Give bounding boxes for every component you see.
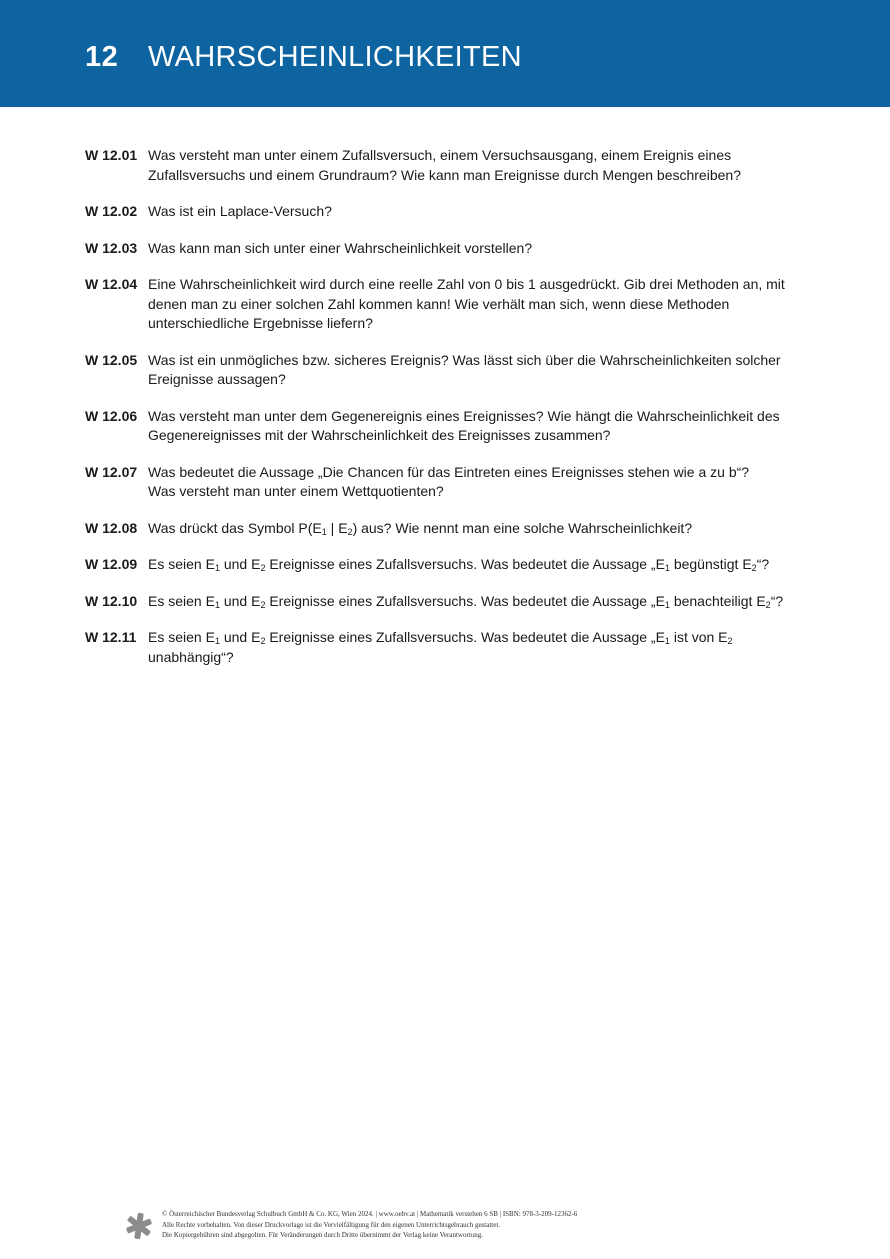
text-segment: ) aus? Wie nennt man eine solche Wahrscheinlichkeit?: [352, 519, 693, 536]
question-text: Was ist ein Laplace-Versuch?: [148, 203, 332, 219]
question-number: W 12.10: [85, 592, 138, 609]
question-number: W 12.03: [85, 239, 138, 256]
copyright-footer: [124, 1209, 844, 1245]
question-number: W 12.02: [85, 203, 138, 219]
question-item: [85, 351, 805, 390]
text-segment: “?: [770, 592, 784, 609]
text-segment: Es seien E: [148, 592, 215, 609]
question-text: [148, 463, 793, 502]
question-text: Was versteht man unter einem Zufallsversuch, einem Versuchsausgang, einem Ereignis eines Zufallsversuchs und einem Grundraum? Wie kann man Ereignisse durch Mengen beschreiben?: [148, 147, 741, 183]
text-segment: und E: [219, 556, 261, 572]
question-number: W 12.07: [85, 463, 138, 480]
question-item: [85, 463, 805, 502]
subscript: 2: [260, 563, 266, 573]
question-number: W 12.04: [85, 276, 138, 292]
question-number: W 12.11: [85, 629, 137, 645]
subscript: 2: [727, 636, 733, 646]
subscript: 1: [664, 563, 670, 573]
text-segment: und E: [219, 592, 261, 609]
question-text-line: Was bedeutet die Aussage „Die Chancen für das Eintreten eines Ereignisses stehen wie a zu b“?: [148, 463, 750, 480]
oebv-asterisk-logo-icon: [124, 1211, 154, 1241]
subscript: 1: [321, 526, 327, 537]
text-segment: Was drückt das Symbol P(E: [148, 519, 322, 536]
question-list: [85, 146, 805, 684]
question-item: [85, 407, 805, 446]
question-item: [85, 555, 805, 575]
text-segment: | E: [326, 519, 348, 536]
question-number: W 12.09: [85, 556, 138, 572]
subscript: 1: [214, 563, 220, 573]
text-segment: Ereignisse eines Zufallsversuchs. Was bedeutet die Aussage „E: [265, 629, 665, 645]
question-item: [85, 592, 805, 612]
text-segment: ist von E: [669, 629, 728, 645]
text-segment: begünstigt E: [669, 556, 752, 572]
question-number: W 12.08: [85, 519, 138, 536]
question-text: Was versteht man unter dem Gegenereignis eines Ereignisses? Wie hängt die Wahrscheinlichkeit des Gegenereignisses mit der Wahrscheinlichkeit des Ereignisses zusammen?: [148, 407, 780, 443]
copyright-line: © Österreichischer Bundesverlag Schulbuch GmbH & Co. KG, Wien 2024. | www.oebv.at | Mathematik verstehen 6 SB | ISBN: 978-3-209-12362-6: [162, 1210, 578, 1218]
subscript: 2: [260, 636, 266, 646]
question-item: [85, 519, 805, 539]
text-segment: und E: [219, 629, 261, 645]
question-item: [85, 239, 805, 259]
subscript: 2: [751, 563, 757, 573]
copyright-line: Alle Rechte vorbehalten. Von dieser Druckvorlage ist die Vervielfältigung für den eigenen Unterrichtsgebrauch gestattet.: [162, 1220, 501, 1229]
question-text: [148, 519, 793, 539]
text-segment: benachteiligt E: [669, 592, 766, 609]
question-text: [148, 592, 793, 612]
text-segment: Ereignisse eines Zufallsversuchs. Was bedeutet die Aussage „E: [265, 556, 665, 572]
question-number: W 12.01: [85, 147, 138, 163]
question-item: [85, 275, 805, 334]
question-number: W 12.05: [85, 351, 138, 368]
subscript: 2: [765, 599, 771, 610]
text-segment: Es seien E: [148, 629, 215, 645]
subscript: 1: [214, 636, 220, 646]
text-segment: Es seien E: [148, 556, 215, 572]
question-text: Eine Wahrscheinlichkeit wird durch eine reelle Zahl von 0 bis 1 ausgedrückt. Gib drei Methoden an, mit denen man zu einer solchen Zahl kommen kann! Wie verhält man sich, wenn diese Methoden unterschiedliche Ergebnisse liefern?: [148, 276, 785, 331]
copyright-text: [162, 1209, 577, 1241]
question-text-line: Was versteht man unter einem Wettquotienten?: [148, 483, 444, 499]
copyright-line: Die Kopiergebühren sind abgegolten. Für Veränderungen durch Dritte übernimmt der Verlag keine Verantwortung.: [162, 1231, 484, 1239]
subscript: 1: [664, 636, 670, 646]
question-text: [148, 628, 793, 667]
chapter-header: [0, 0, 890, 107]
question-text: [148, 555, 793, 575]
subscript: 2: [347, 526, 353, 537]
question-text-line: unabhängig“?: [148, 648, 234, 665]
question-item: [85, 202, 805, 222]
text-segment: Ereignisse eines Zufallsversuchs. Was bedeutet die Aussage „E: [265, 592, 665, 609]
subscript: 1: [214, 599, 220, 610]
question-number: W 12.06: [85, 407, 138, 424]
chapter-title: WAHRSCHEINLICHKEITEN: [148, 41, 522, 73]
subscript: 2: [260, 599, 266, 610]
text-segment: “?: [756, 556, 770, 572]
chapter-number: 12: [85, 41, 119, 73]
question-item: [85, 628, 805, 667]
subscript: 1: [664, 599, 670, 610]
question-text: Was ist ein unmögliches bzw. sicheres Ereignis? Was lässt sich über die Wahrscheinlichkeiten solcher Ereignisse aussagen?: [148, 351, 781, 387]
question-text: Was kann man sich unter einer Wahrscheinlichkeit vorstellen?: [148, 239, 533, 256]
question-item: [85, 146, 805, 185]
